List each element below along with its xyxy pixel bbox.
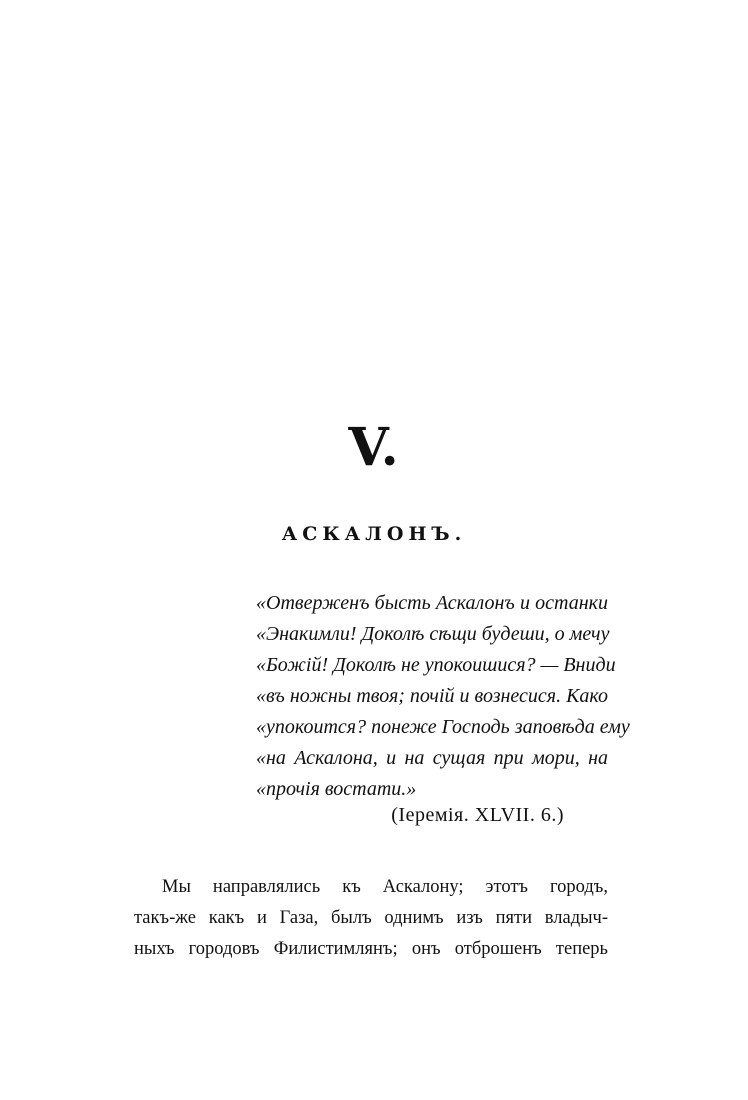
body-line: Мы направлялись къ Аскалону; этотъ городъ, (162, 877, 608, 897)
body-line: ныхъ городовъ Филистимлянъ; онъ отброшенъ теперь (134, 939, 608, 959)
epigraph-line: «Божій! Доколѣ не упокоишися? — Вниди (256, 654, 616, 676)
epigraph-line: «упокоится? понеже Господь заповѣда ему (256, 716, 630, 738)
epigraph-line: «въ ножны твоя; почій и вознесися. Како (256, 685, 608, 707)
body-paragraph (134, 872, 608, 965)
body-line: такъ-же какъ и Газа, былъ однимъ изъ пяти владыч- (134, 908, 608, 928)
epigraph-source: (Іеремія. XLVII. 6.) (391, 804, 564, 826)
chapter-title: АСКАЛОНЪ. (281, 523, 467, 545)
epigraph-line: «на Аскалона, и на сущая при мори, на (256, 747, 608, 769)
epigraph-line: «Отверженъ бысть Аскалонъ и останки (256, 592, 608, 614)
epigraph-line: «Энакимли! Доколѣ сѣщи будеши, о мечу (256, 623, 610, 645)
epigraph (256, 588, 630, 805)
epigraph-line: «прочія востати.» (256, 778, 417, 800)
chapter-number: V. (348, 417, 400, 478)
